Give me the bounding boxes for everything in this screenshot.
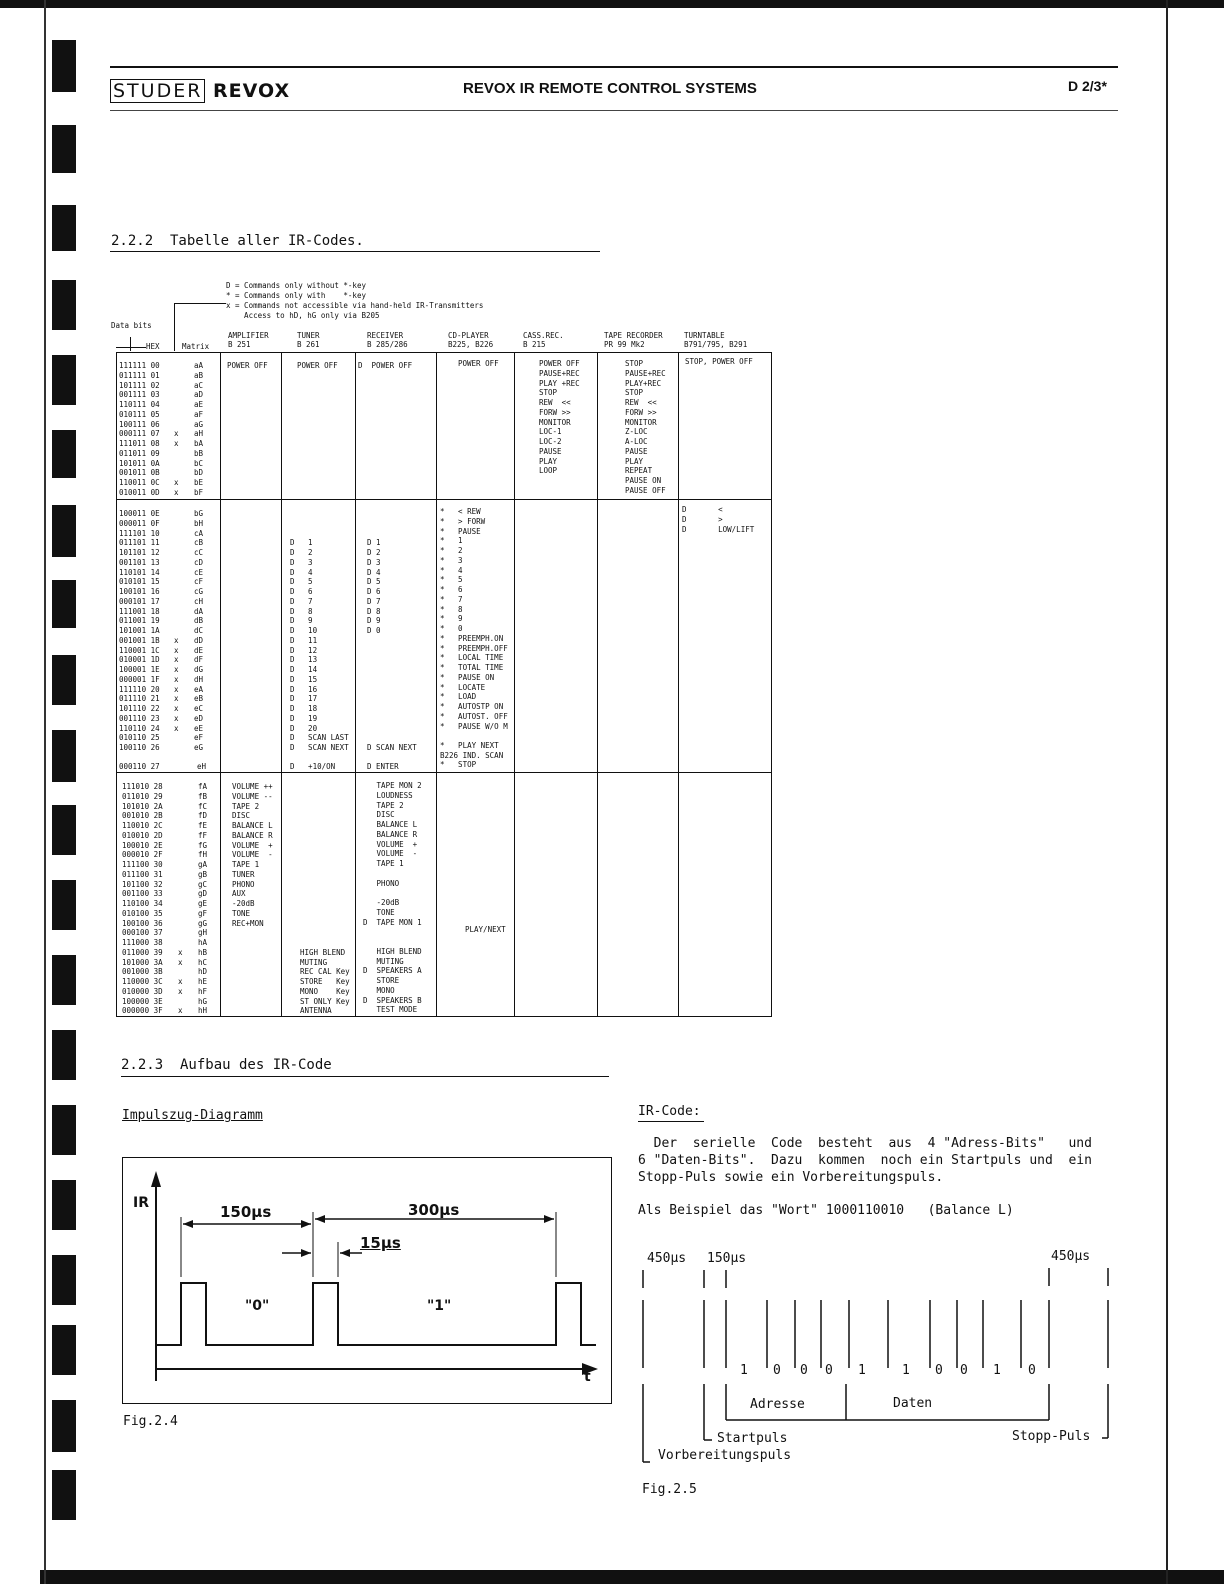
col-cass-rec: CASS.REC. B 215 bbox=[523, 331, 564, 349]
col-receiver: RECEIVER B 285/286 bbox=[367, 331, 408, 349]
bit-6: 1 bbox=[902, 1363, 910, 1378]
punch-hole bbox=[52, 805, 76, 855]
header-bottom-rule bbox=[110, 110, 1118, 111]
ir-code-paragraph-line2: 6 "Daten-Bits". Dazu kommen noch ein Startpuls und ein bbox=[638, 1153, 1092, 1168]
punch-hole bbox=[52, 730, 76, 782]
matrix-group3: fA fB fC fD fE fF fG fH gA gB gC gD gE gF gG gH hA hB hC hD hE hF hG hH bbox=[198, 782, 208, 1016]
left-edge bbox=[44, 0, 46, 1584]
subheading-underline bbox=[638, 1121, 704, 1122]
ir-code-paragraph-line3: Stopp-Puls sowie ein Vorbereitungspuls. bbox=[638, 1170, 944, 1185]
bit-4: 0 bbox=[825, 1363, 833, 1378]
section-heading-222: 2.2.2 Tabelle aller IR-Codes. bbox=[111, 233, 364, 249]
matrix-group1: aA aB aC aD aE aF aG aH bA bB bC bD bE bF bbox=[194, 361, 204, 497]
bit-one-label: "1" bbox=[427, 1298, 452, 1314]
punch-hole bbox=[52, 280, 76, 330]
punch-hole bbox=[52, 1030, 76, 1080]
matrix-27: eH bbox=[197, 762, 207, 771]
col-turntable: TURNTABLE B791/795, B291 bbox=[684, 331, 748, 349]
punch-hole bbox=[52, 205, 76, 251]
bit-zero-label: "0" bbox=[245, 1298, 270, 1314]
bit-1: 1 bbox=[740, 1363, 748, 1378]
daten-label: Daten bbox=[893, 1396, 933, 1411]
punch-hole bbox=[52, 1105, 76, 1155]
bit-5: 1 bbox=[858, 1363, 866, 1378]
table-divider bbox=[281, 352, 282, 1017]
x-marks-group1: x x x x bbox=[174, 429, 179, 497]
x-marks-group2: x x x x x x x x x x bbox=[174, 635, 179, 733]
table-divider bbox=[678, 352, 679, 1017]
bit-8: 0 bbox=[960, 1363, 968, 1378]
codes-group1: 111111 00 011111 01 101111 02 001111 03 110111 04 010111 05 100111 06 000111 07 111011 08 011011 09 101011 0A 001011 0B 110011 0C 010011 0D bbox=[119, 361, 160, 497]
col-cd-player: CD-PLAYER B225, B226 bbox=[448, 331, 494, 349]
x-marks-group3: x x x x x bbox=[178, 947, 183, 1016]
codes-group3: 111010 28 011010 29 101010 2A 001010 2B 110010 2C 010010 2D 100010 2E 000010 2F 111100 30 011100 31 101100 32 001100 33 110100 34 010100 35 100100 36 000100 37 111000 38 011000 39 101000 3A 001000 3B 110000 3C 010000 3D 100000 3E 000000 3F bbox=[122, 782, 163, 1016]
cd-group1: POWER OFF bbox=[458, 359, 499, 368]
fig-2-4-caption: Fig.2.4 bbox=[123, 1414, 178, 1429]
impulse-diagram bbox=[122, 1157, 612, 1404]
col-tape-recorder: TAPE RECORDER PR 99 Mk2 bbox=[604, 331, 663, 349]
ir-code-paragraph-line1: Der serielle Code besteht aus 4 "Adress-Bits" und bbox=[638, 1136, 1092, 1151]
punch-hole bbox=[52, 1180, 76, 1230]
studer-revox-logo bbox=[110, 80, 290, 102]
punch-hole bbox=[52, 880, 76, 930]
punch-hole bbox=[52, 40, 76, 92]
punch-hole bbox=[52, 1255, 76, 1305]
subheading-impulszug: Impulszug-Diagramm bbox=[122, 1108, 263, 1123]
codes-group2: 100011 0E 000011 0F 111101 10 011101 11 101101 12 001101 13 110101 14 010101 15 100101 16 000101 17 111001 18 011001 19 101001 1A 001001 1B 110001 1C 010001 1D 100001 1E 000001 1F 111110 20 011110 21 101110 22 001110 23 110110 24 010110 25 100110 26 bbox=[119, 509, 160, 752]
cd-27: * STOP bbox=[440, 760, 477, 769]
punch-hole bbox=[52, 355, 76, 405]
code-27: 000110 27 bbox=[119, 762, 160, 771]
tuner-group1: POWER OFF bbox=[297, 361, 338, 370]
section-heading-223: 2.2.3 Aufbau des IR-Code bbox=[121, 1057, 332, 1073]
cd-group2: * < REW * > FORW * PAUSE * 1 * 2 * 3 * 4 * 5 * 6 * 7 * 8 * 9 * 0 * PREEMPH.ON * PREEMPH.OFF * LOCAL TIME * TOTAL TIME * PAUSE ON * LOCATE * LOAD * AUTOSTP ON * AUTOST. OFF * PAUSE W/O M * PLAY NEXT B226 IND. SCAN bbox=[440, 507, 508, 760]
duration-150us: 150µs bbox=[707, 1251, 747, 1266]
table-divider bbox=[220, 352, 221, 1017]
subheading-ir-code: IR-Code: bbox=[638, 1104, 701, 1119]
page-number: D 2/3* bbox=[1068, 78, 1107, 94]
data-bits-tick bbox=[116, 347, 146, 348]
startpuls-label: Startpuls bbox=[717, 1431, 788, 1446]
header-rule bbox=[110, 66, 1118, 68]
cd-group3: PLAY/NEXT bbox=[465, 925, 506, 934]
adresse-label: Adresse bbox=[750, 1397, 805, 1412]
turntable-group2: D < D > D LOW/LIFT bbox=[682, 505, 755, 534]
table-divider bbox=[597, 352, 598, 1017]
punch-hole bbox=[52, 430, 76, 478]
cass-group1: POWER OFF PAUSE+REC PLAY +REC STOP REW << FORW >> MONITOR LOC-1 LOC-2 PAUSE PLAY LOOP bbox=[539, 359, 580, 476]
table-divider bbox=[436, 352, 437, 1017]
punch-hole bbox=[52, 580, 76, 628]
amplifier-group3: VOLUME ++ VOLUME -- TAPE 2 DISC BALANCE L BALANCE R VOLUME + VOLUME - TAPE 1 TUNER PHONO AUX -20dB TONE REC+MON bbox=[232, 782, 273, 928]
header-title: REVOX IR REMOTE CONTROL SYSTEMS bbox=[463, 80, 757, 97]
legend-bracket bbox=[174, 303, 175, 351]
bit-3: 0 bbox=[800, 1363, 808, 1378]
example-word: Als Beispiel das "Wort" 1000110010 (Balance L) bbox=[638, 1203, 1014, 1218]
table-divider bbox=[355, 352, 356, 1017]
group-divider bbox=[116, 499, 772, 500]
right-edge bbox=[1166, 0, 1168, 1584]
logo-revox: REVOX bbox=[213, 80, 291, 102]
tape-group1: STOP PAUSE+REC PLAY+REC STOP REW << FORW >> MONITOR Z-LOC A-LOC PAUSE PLAY REPEAT PAUSE ON PAUSE OFF bbox=[625, 359, 666, 495]
punch-hole bbox=[52, 955, 76, 1005]
punch-hole bbox=[52, 1400, 76, 1452]
col-amplifier: AMPLIFIER B 251 bbox=[228, 331, 269, 349]
logo-studer: STUDER bbox=[110, 79, 205, 103]
matrix-group2: bG bH cA cB cC cD cE cF cG cH dA dB dC dD dE dF dG dH eA eB eC eD eE eF eG bbox=[194, 509, 204, 752]
legend-bracket bbox=[174, 303, 226, 304]
col-tuner: TUNER B 261 bbox=[297, 331, 320, 349]
duration-450us-right: 450µs bbox=[1051, 1249, 1091, 1264]
data-bits-tick bbox=[130, 337, 131, 351]
receiver-group1: D POWER OFF bbox=[358, 361, 413, 370]
bit-10: 0 bbox=[1028, 1363, 1036, 1378]
group-divider bbox=[116, 772, 772, 773]
hex-label: HEX bbox=[146, 342, 160, 351]
ir-code-timing-diagram bbox=[630, 1260, 1120, 1500]
receiver-group3: TAPE MON 2 LOUDNESS TAPE 2 DISC BALANCE L BALANCE R VOLUME + VOLUME - TAPE 1 PHONO -20dB TONE D TAPE MON 1 HIGH BLEND MUTING D SPEAKERS A STORE MONO D SPEAKERS B TEST MODE bbox=[363, 781, 422, 1015]
punch-hole bbox=[52, 655, 76, 705]
heading-underline bbox=[110, 251, 600, 252]
duration-300us: 300µs bbox=[408, 1201, 460, 1219]
table-divider bbox=[514, 352, 515, 1017]
amplifier-group1: POWER OFF bbox=[227, 361, 268, 370]
stopp-puls-label: Stopp-Puls bbox=[1012, 1429, 1091, 1444]
bottom-border bbox=[40, 1570, 1224, 1584]
bit-9: 1 bbox=[993, 1363, 1001, 1378]
receiver-group2: D 1 D 2 D 3 D 4 D 5 D 6 D 7 D 8 D 9 D 0 D SCAN NEXT bbox=[367, 538, 417, 752]
bit-7: 0 bbox=[935, 1363, 943, 1378]
tuner-27: D +10/ON bbox=[290, 762, 336, 771]
duration-15us: 15µs bbox=[360, 1234, 401, 1252]
punch-hole bbox=[52, 1470, 76, 1520]
fig-2-5-caption: Fig.2.5 bbox=[642, 1482, 697, 1497]
vorbereitungspuls-label: Vorbereitungspuls bbox=[658, 1448, 792, 1463]
bit-2: 0 bbox=[773, 1363, 781, 1378]
tuner-group2: D 1 D 2 D 3 D 4 D 5 D 6 D 7 D 8 D 9 D 10 D 11 D 12 D 13 D 14 D 15 D 16 D 17 D 18 D 19 D 20 D SCAN LAST D SCAN NEXT bbox=[290, 538, 349, 752]
top-border bbox=[0, 0, 1224, 8]
matrix-label: Matrix bbox=[182, 342, 210, 351]
tuner-group3: HIGH BLEND MUTING REC CAL Key STORE Key MONO Key ST ONLY Key ANTENNA bbox=[300, 947, 350, 1016]
t-axis-label: t bbox=[584, 1369, 591, 1385]
punch-hole bbox=[52, 125, 76, 173]
ir-axis-label: IR bbox=[133, 1195, 149, 1211]
punch-hole bbox=[52, 505, 76, 557]
data-bits-label: Data bits bbox=[111, 321, 152, 330]
duration-450us-left: 450µs bbox=[647, 1251, 687, 1266]
punch-hole bbox=[52, 1325, 76, 1375]
duration-150us: 150µs bbox=[220, 1203, 272, 1221]
heading-underline bbox=[121, 1076, 609, 1077]
receiver-27: D ENTER bbox=[367, 762, 399, 771]
table-legend: D = Commands only without *-key * = Commands only with *-key x = Commands not accessible via hand-held IR-Transmitters Access to hD, hG only via B205 bbox=[226, 281, 484, 320]
turntable-group1: STOP, POWER OFF bbox=[685, 357, 753, 366]
